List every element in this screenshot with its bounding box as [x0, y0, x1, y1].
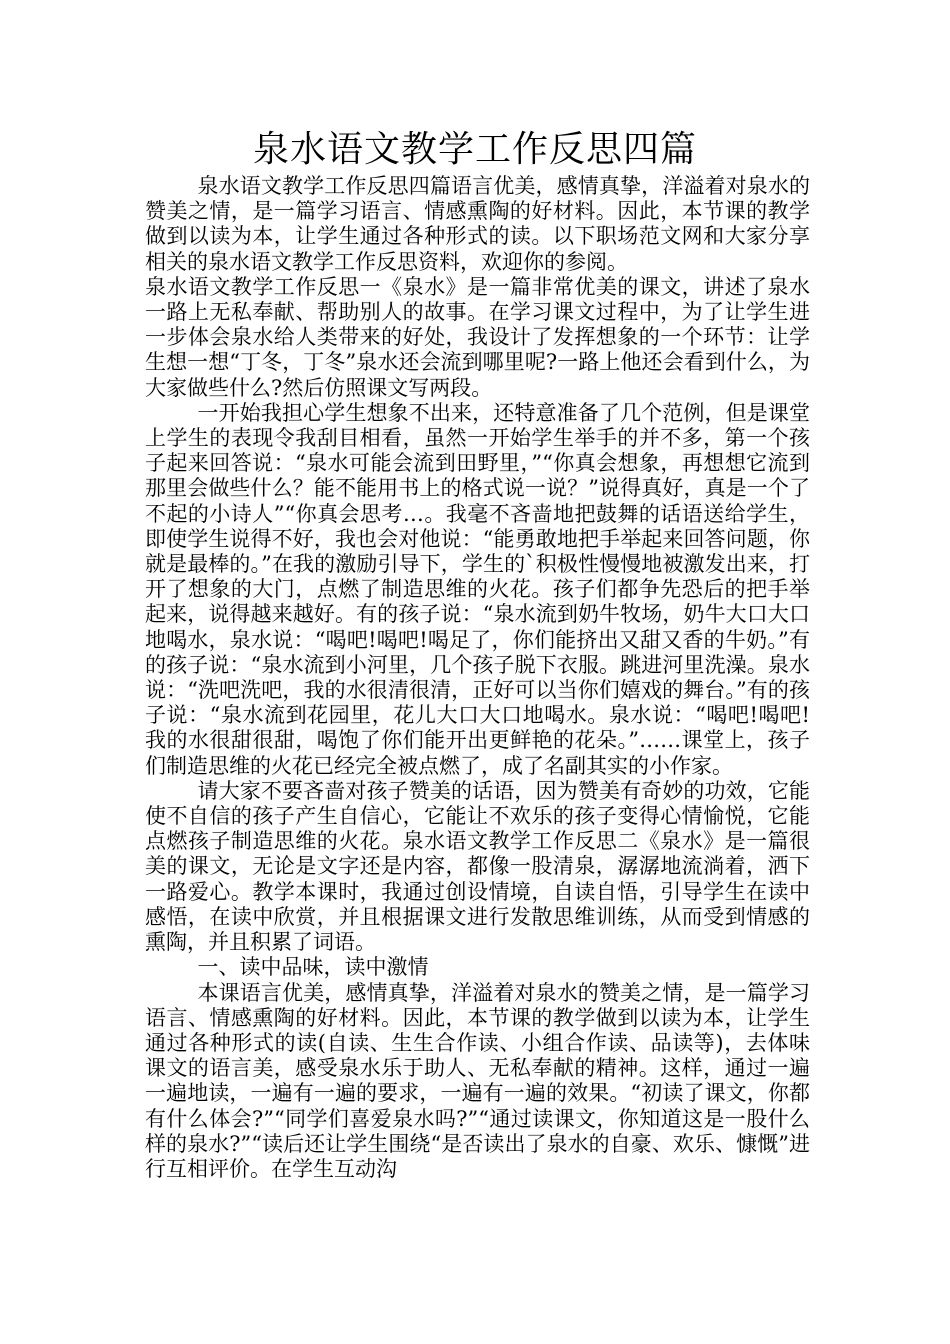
paragraph: 泉水语文教学工作反思四篇语言优美，感情真挚，洋溢着对泉水的赞美之情，是一篇学习语言、情感熏陶的好材料。因此，本节课的教学做到以读为本，让学生通过各种形式的读。以下职场范文网和大家分享相关的泉水语文教学工作反思资料，欢迎你的参阅。 [145, 174, 810, 274]
document-title: 泉水语文教学工作反思四篇 [252, 129, 697, 170]
document-body [145, 174, 810, 1182]
paragraph: 一开始我担心学生想象不出来，还特意准备了几个范例，但是课堂上学生的表现令我刮目相看，虽然一开始学生举手的并不多，第一个孩子起来回答说：“泉水可能会流到田野里，”“你真会想象，再想想它流到那里会做些什么？能不能用书上的格式说一说？”说得真好，真是一个了不起的小诗人”“你真会思考…。我毫不吝啬地把鼓舞的话语送给学生，即使学生说得不好，我也会对他说：“能勇敢地把手举起来回答问题，你就是最棒的。”在我的激励引导下，学生的`积极性慢慢地被激发出来，打开了想象的大门，点燃了制造思维的火花。孩子们都争先恐后的把手举起来，说得越来越好。有的孩子说：“泉水流到奶牛牧场，奶牛大口大口地喝水，泉水说：“喝吧!喝吧!喝足了，你们能挤出又甜又香的牛奶。”有的孩子说：“泉水流到小河里，几个孩子脱下衣服。跳进河里洗澡。泉水说：“洗吧洗吧，我的水很清很清，正好可以当你们嬉戏的舞台。”有的孩子说：“泉水流到花园里，花儿大口大口地喝水。泉水说：“喝吧!喝吧!我的水很甜很甜，喝饱了你们能开出更鲜艳的花朵。”……课堂上，孩子们制造思维的火花已经完全被点燃了，成了名副其实的小作家。 [145, 400, 810, 778]
section-heading: 一、读中品味，读中激情 [197, 955, 429, 980]
paragraph: 泉水语文教学工作反思一《泉水》是一篇非常优美的课文，讲述了泉水一路上无私奉献、帮助别人的故事。在学习课文过程中，为了让学生进一步体会泉水给人类带来的好处，我设计了发挥想象的一个环节：让学生想一想“丁冬，丁冬”泉水还会流到哪里呢?一路上他还会看到什么，为大家做些什么?然后仿照课文写两段。 [145, 274, 810, 400]
paragraph: 请大家不要吝啬对孩子赞美的话语，因为赞美有奇妙的功效，它能使不自信的孩子产生自信心，它能让不欢乐的孩子变得心情愉悦，它能点燃孩子制造思维的火花。泉水语文教学工作反思二《泉水》是一篇很美的课文，无论是文字还是内容，都像一股清泉，潺潺地流淌着，洒下一路爱心。教学本课时，我通过创设情境，自读自悟，引导学生在读中感悟，在读中欣赏，并且根据课文进行发散思维训练，从而受到情感的熏陶，并且积累了词语。 [145, 778, 810, 955]
paragraph: 本课语言优美，感情真挚，洋溢着对泉水的赞美之情，是一篇学习语言、情感熏陶的好材料。因此，本节课的教学做到以读为本，让学生通过各种形式的读(自读、生生合作读、小组合作读、品读等)，去体味课文的语言美，感受泉水乐于助人、无私奉献的精神。这样，通过一遍一遍地读，一遍有一遍的要求，一遍有一遍的效果。“初读了课文，你都有什么体会?”“同学们喜爱泉水吗?”“通过读课文，你知道这是一股什么样的泉水?”“读后还让学生围绕“是否读出了泉水的自豪、欢乐、慷慨”进行互相评价。在学生互动沟 [145, 980, 810, 1181]
